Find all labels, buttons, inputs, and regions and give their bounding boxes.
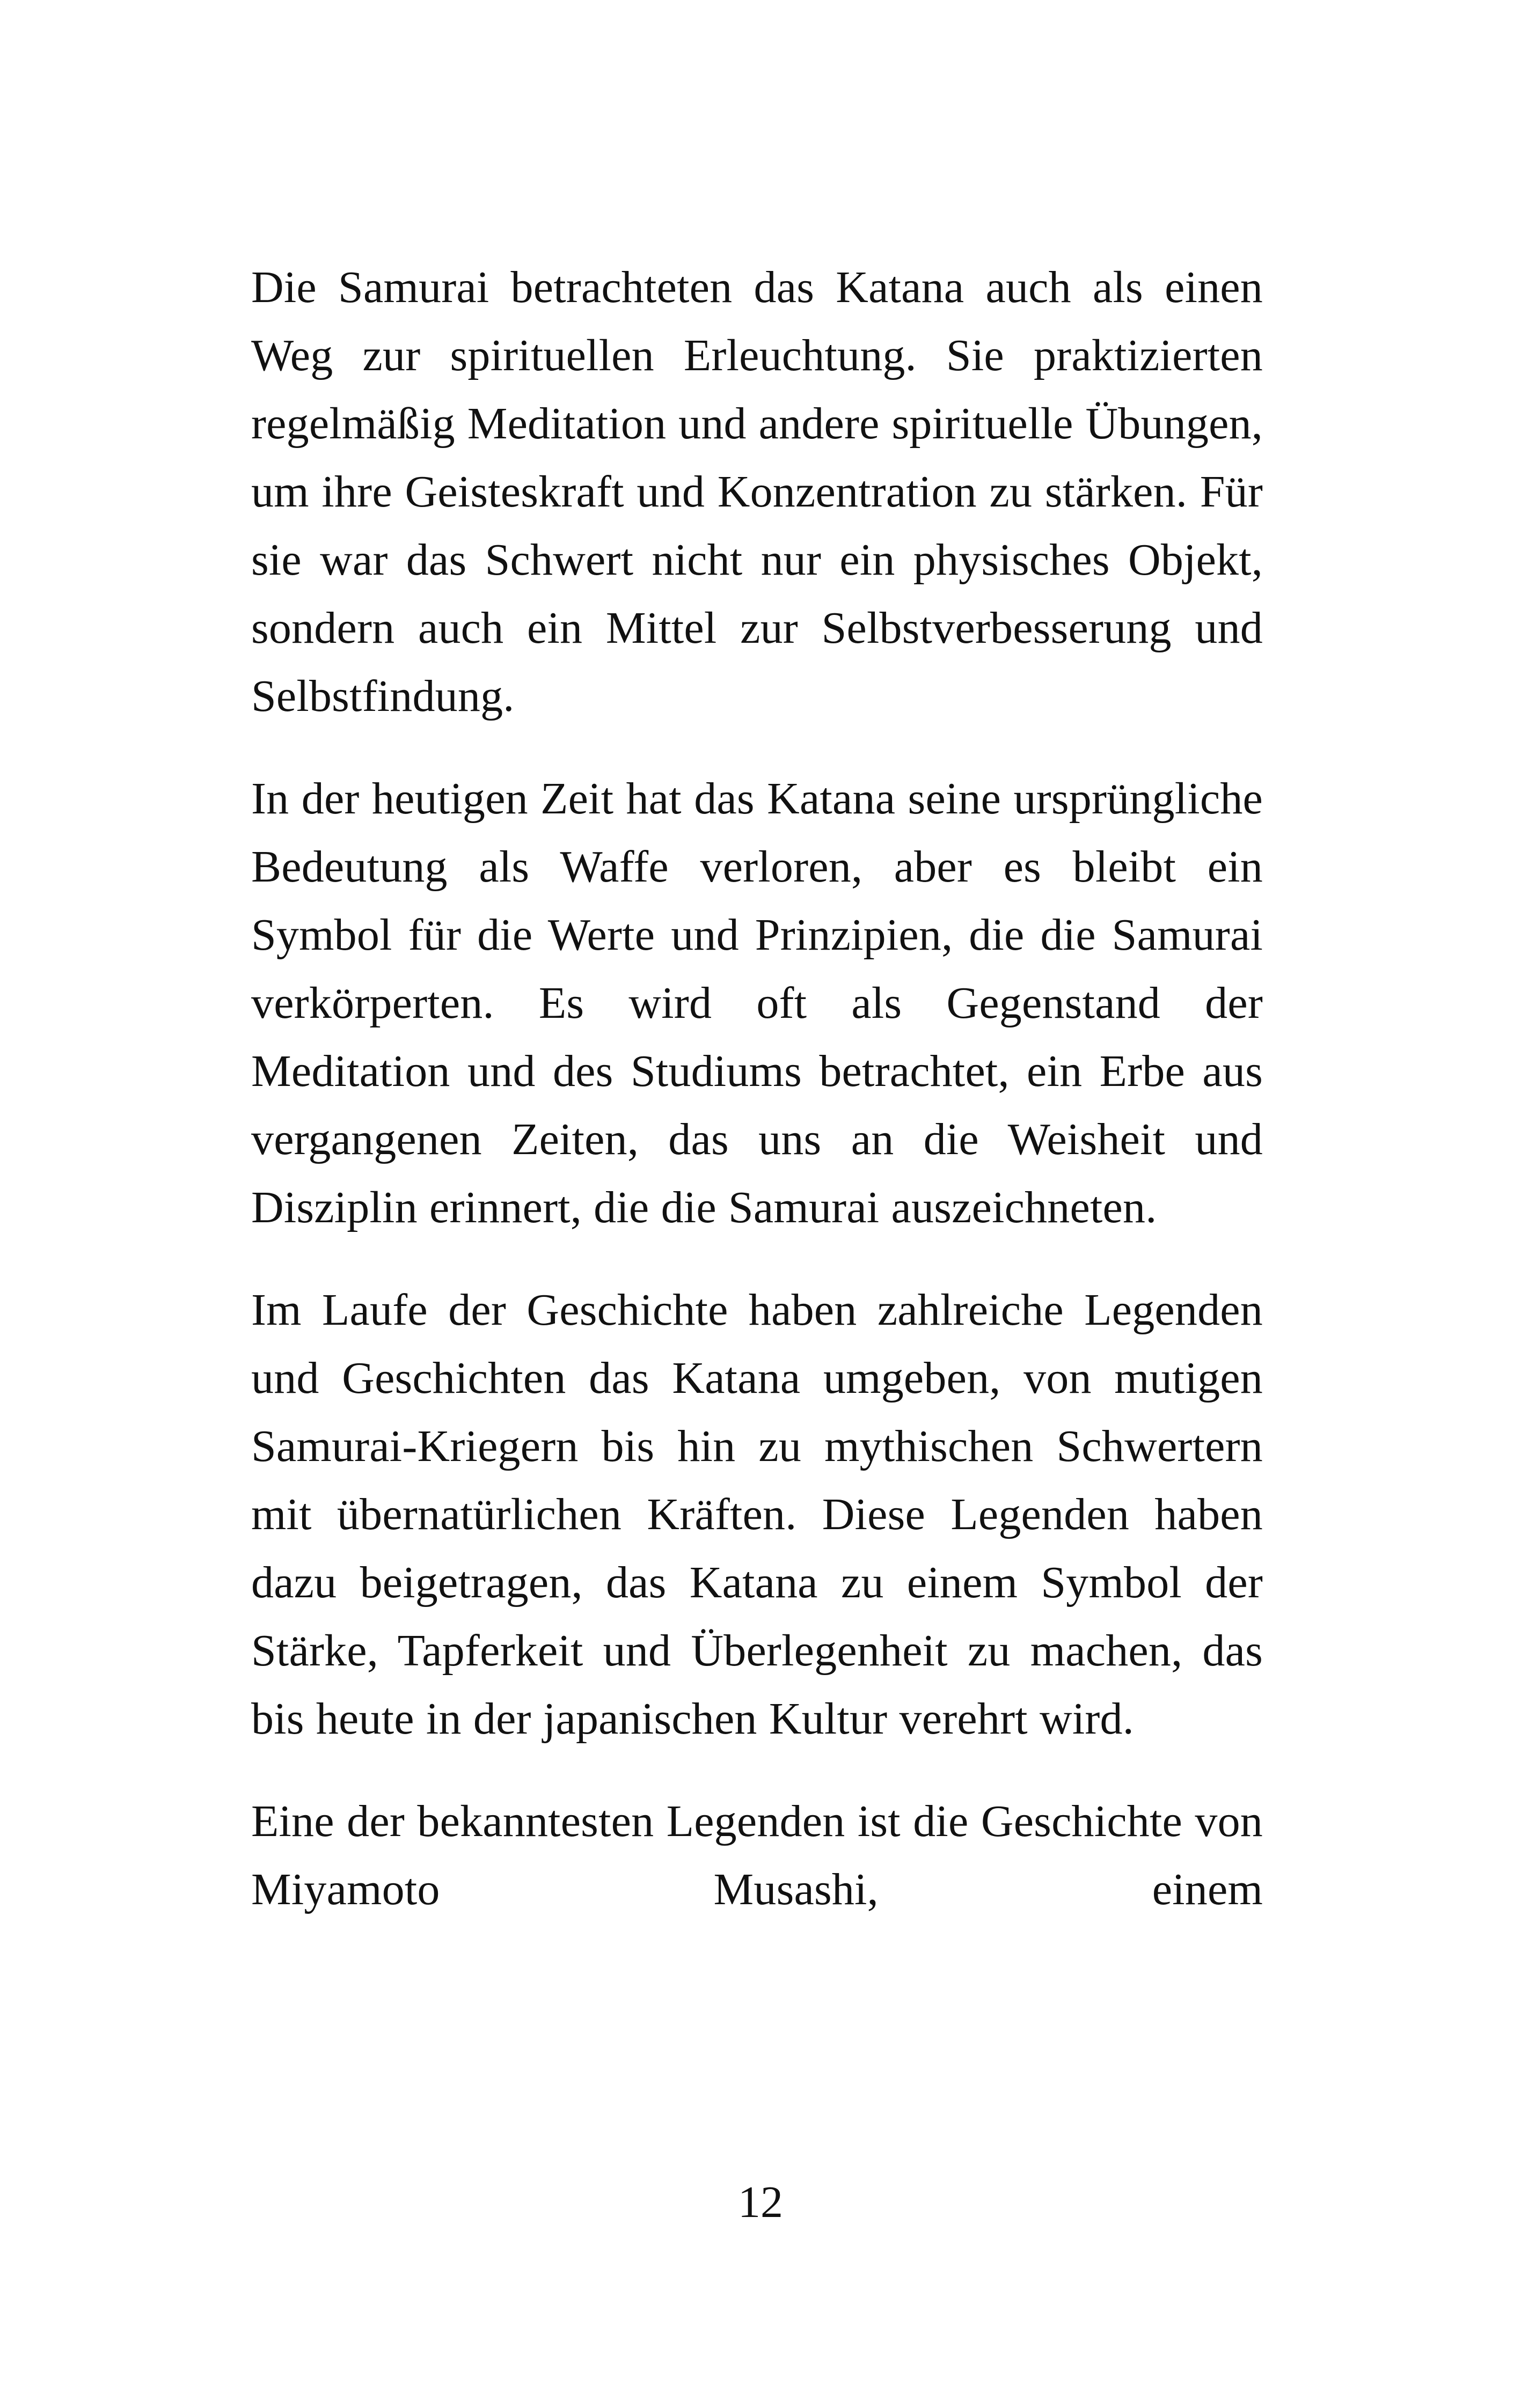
- paragraph-2: In der heutigen Zeit hat das Katana seine ursprüngliche Bedeutung als Waffe verloren, aber es bleibt ein Symbol für die Werte und Prinzipien, die die Samurai verkörperten. Es wird oft als Gegenstand der Meditation und des Studiums betrachtet, ein Erbe aus vergangenen Zeiten, das uns an die Weisheit und Disziplin erinnert, die die Samurai auszeichneten.: [251, 774, 1263, 1232]
- paragraph-1: Die Samurai betrachteten das Katana auch als einen Weg zur spirituellen Erleuchtung. Sie praktizierten regelmäßig Meditation und andere spirituelle Übungen, um ihre Geisteskraft und Konzentration zu stärken. Für sie war das Schwert nicht nur ein physisches Objekt, sondern auch ein Mittel zur Selbstverbesserung und Selbstfindung.: [251, 262, 1263, 721]
- paragraph-3: Im Laufe der Geschichte haben zahlreiche Legenden und Geschichten das Katana umgeben, von mutigen Samurai-Kriegern bis hin zu mythischen Schwertern mit übernatürlichen Kräften. Diese Legenden haben dazu beigetragen, das Katana zu einem Symbol der Stärke, Tapferkeit und Überlegenheit zu machen, das bis heute in der japanischen Kultur verehrt wird.: [251, 1285, 1263, 1744]
- page-number: 12: [738, 2177, 783, 2227]
- body-text: [251, 253, 1263, 1958]
- paragraph-4: Eine der bekanntesten Legenden ist die Geschichte von Miyamoto Musashi, einem: [251, 1796, 1263, 1914]
